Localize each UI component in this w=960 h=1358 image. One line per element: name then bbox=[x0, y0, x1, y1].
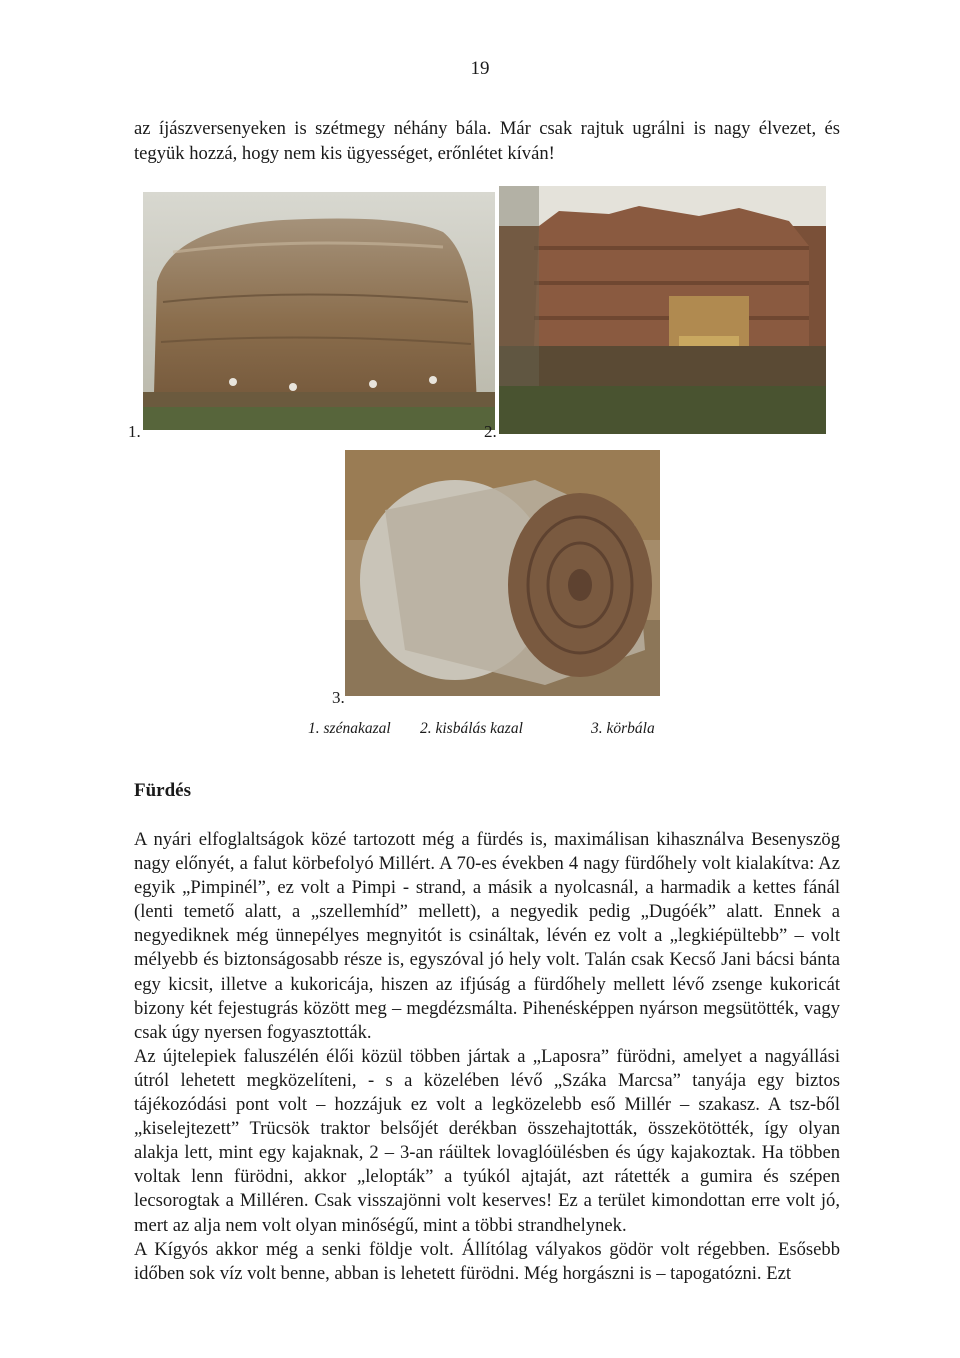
round-bale-photo bbox=[345, 450, 660, 696]
intro-paragraph: az íjászversenyeken is szétmegy néhány bála. Már csak rajtuk ugrálni is nagy élvezet, és tegyük hozzá, hogy nem kis ügyességet, erőnlétet kíván! bbox=[134, 118, 840, 164]
caption-haystack: 1. szénakazal bbox=[308, 720, 391, 737]
page-number: 19 bbox=[470, 58, 490, 79]
bale-stack-photo bbox=[499, 186, 826, 434]
paragraph: A nyári elfoglaltságok közé tartozott még a fürdés is, maximálisan kihasználva Besenyszög nagy előnyét, a falut körbefolyó Millért. A 70-es években 4 nagy fürdőhely volt kialakítva: Az egyik „Pimpinél”, ez volt a Pimpi - strand, a másik a nyolcasnál, a harmadik a kettes fánál (lenti temető alatt, a „szellemhíd” mellett), a negyedik pedig „Dugóék” alatt. Ennek a negyediknek még ünnepélyes megnyitót is csináltak, lévén ez volt a „legkiépültebb” – volt mélyebb és biztonságosabb része is, egyszóval jó hely volt. Talán csak Kecső Jani bácsi bánta egy kicsit, illetve a kukoricája, hiszen az ifjúság a fürdőhely mellett lévő zsenge kukoricát bizony két fejestugrás között meg – megdézsmálta. Pihenésképpen nyárson megsütötték, vagy csak úgy nyersen fogyasztották. bbox=[134, 829, 840, 1043]
photo-2-number: 2. bbox=[484, 422, 497, 441]
caption-bale-stack: 2. kisbálás kazal bbox=[420, 720, 523, 737]
photo-3-number: 3. bbox=[332, 688, 345, 707]
caption-round-bale: 3. körbála bbox=[591, 720, 655, 737]
photo-1-number: 1. bbox=[128, 422, 141, 441]
body-text bbox=[134, 828, 840, 1286]
section-heading: Fürdés bbox=[134, 780, 191, 801]
haystack-photo bbox=[143, 192, 495, 430]
paragraph: Az újtelepiek faluszélén élői közül többen jártak a „Laposra” fürödni, amelyet a nagyállási útról lehetett megközelíteni, - s a közelében lévő „Száka Marcsa” tanyája egy biztos tájékozódási pont volt – hozzájuk ez volt a legközelebb eső Millér – szakasz. A tsz-ből „kiselejtezett” Trücsök traktor belsőjét derékban összehajtották, összekötötték, így olyan alakja lett, mint egy kajaknak, 2 – 3-an ráültek lovaglóülésben és úgy kajakoztak. Ha többen voltak lenn fürödni, akkor „lelopták” a tyúkól ajtaját, azt rátették a gumira és szépen lecsorogtak a Milléren. Csak visszajönni volt keserves! Ez a terület kimondottan erre volt jó, mert az alja nem volt olyan minőségű, mint a többi strandhelynek. bbox=[134, 1045, 840, 1236]
paragraph: A Kígyós akkor még a senki földje volt. Állítólag vályakos gödör volt régebben. Esősebb időben sok víz volt benne, abban is lehetett fürödni. Még horgászni is – tapogatózni. Ezt bbox=[134, 1238, 840, 1284]
